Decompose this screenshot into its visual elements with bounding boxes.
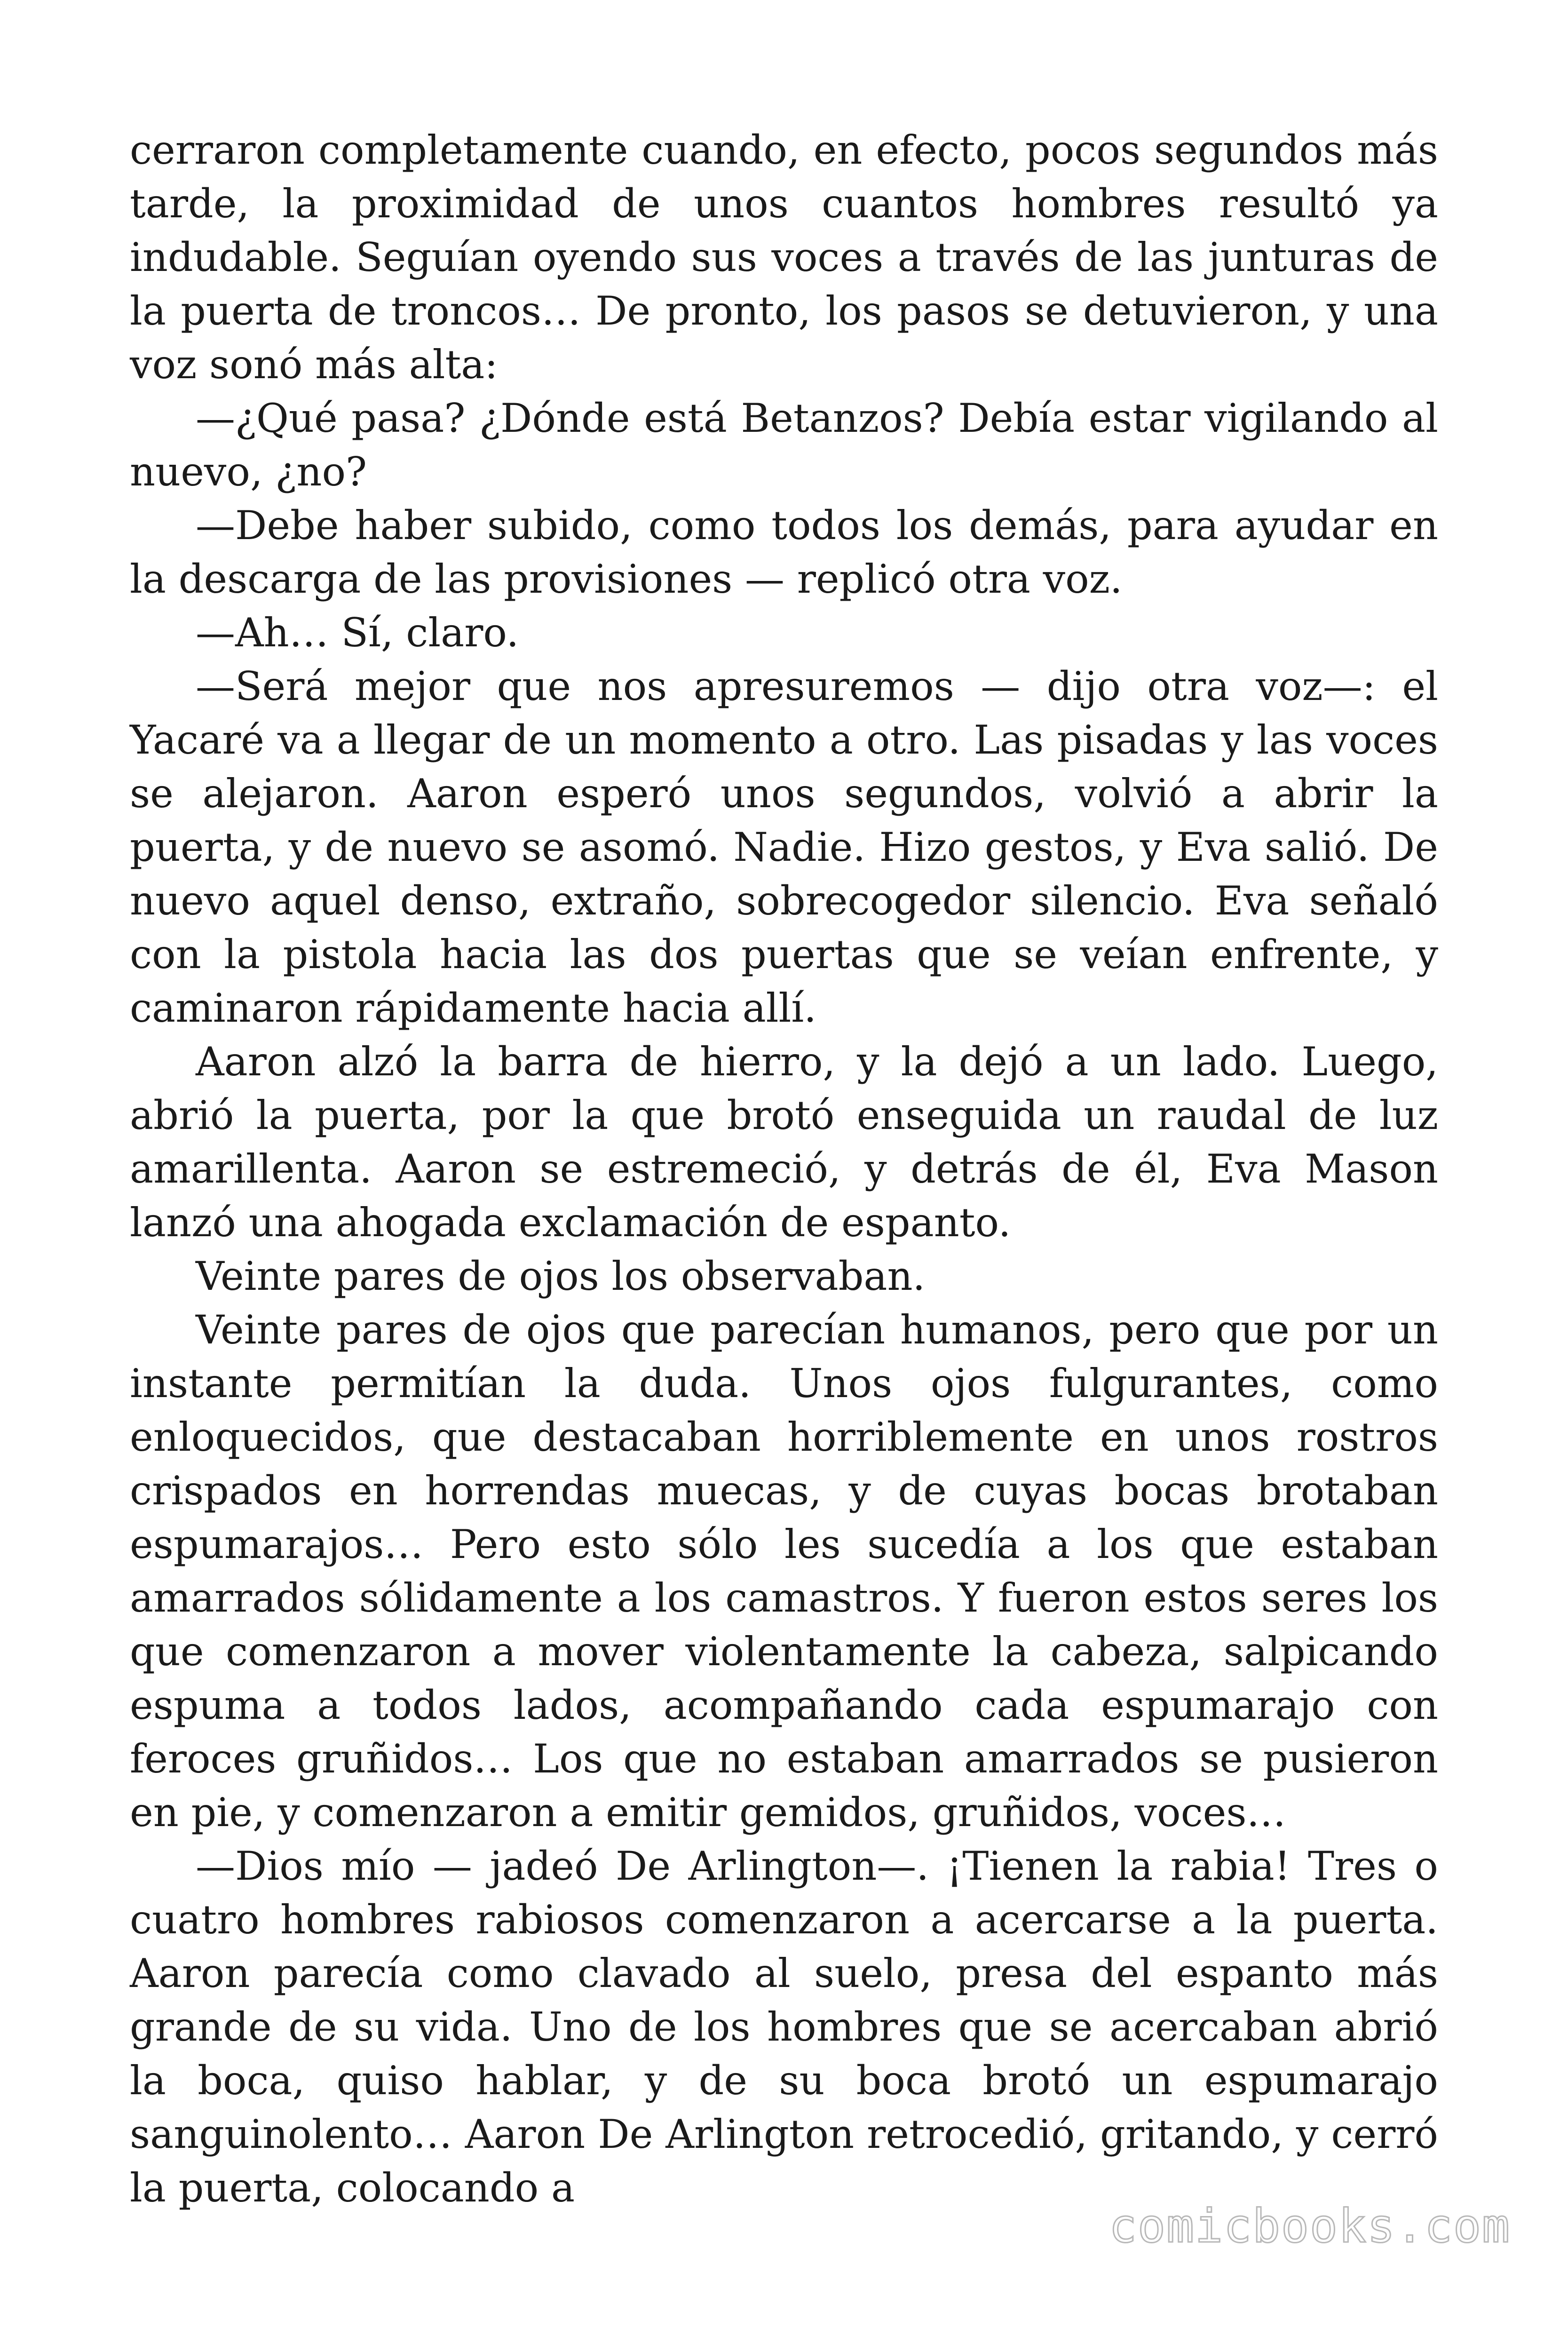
paragraph-3: —Debe haber subido, como todos los demás, para ayudar en la descarga de las provisiones — replicó otra voz.	[130, 502, 1438, 602]
paragraph-6: Aaron alzó la barra de hierro, y la dejó a un lado. Luego, abrió la puerta, por la que brotó enseguida un raudal de luz amarillenta. Aaron se estremeció, y detrás de él, Eva Mason lanzó una ahogada exclamación de espanto.	[130, 1039, 1438, 1246]
paragraph-1: cerraron completamente cuando, en efecto, pocos segundos más tarde, la proximidad de unos cuantos hombres resultó ya indudable. Seguían oyendo sus voces a través de las junturas de la puerta de troncos… De pronto, los pasos se detuvieron, y una voz sonó más alta:	[130, 127, 1438, 388]
paragraph-4: —Ah… Sí, claro.	[196, 610, 519, 656]
paragraph-2: —¿Qué pasa? ¿Dónde está Betanzos? Debía estar vigilando al nuevo, ¿no?	[130, 395, 1438, 495]
paragraph-8: Veinte pares de ojos que parecían humanos, pero que por un instante permitían la duda. Unos ojos fulgurantes, como enloquecidos, que destacaban horriblemente en unos rostros crispados en horrendas muecas, y de cuyas bocas brotaban espumarajos… Pero esto sólo les sucedía a los que estaban amarrados sólidamente a los camastros. Y fueron estos seres los que comenzaron a mover violentamente la cabeza, salpicando espuma a todos lados, acompañando cada espumarajo con feroces gruñidos… Los que no estaban amarrados se pusieron en pie, y comenzaron a emitir gemidos, gruñidos, voces…	[130, 1307, 1438, 1836]
paragraph-5: —Será mejor que nos apresuremos — dijo otra voz—: el Yacaré va a llegar de un momento a otro. Las pisadas y las voces se alejaron. Aaron esperó unos segundos, volvió a abrir la puerta, y de nuevo se asomó. Nadie. Hizo gestos, y Eva salió. De nuevo aquel denso, extraño, sobrecogedor silencio. Eva señaló con la pistola hacia las dos puertas que se veían enfrente, y caminaron rápidamente hacia allí.	[130, 663, 1438, 1031]
paragraph-7: Veinte pares de ojos los observaban.	[196, 1253, 926, 1299]
body-text	[130, 123, 1438, 2215]
paragraph-9: —Dios mío — jadeó De Arlington—. ¡Tienen la rabia! Tres o cuatro hombres rabiosos comenzaron a acercarse a la puerta. Aaron parecía como clavado al suelo, presa del espanto más grande de su vida. Uno de los hombres que se acercaban abrió la boca, quiso hablar, y de su boca brotó un espumarajo sanguinolento… Aaron De Arlington retrocedió, gritando, y cerró la puerta, colocando a	[130, 1843, 1438, 2211]
watermark: comicbooks.com	[1109, 2200, 1511, 2253]
